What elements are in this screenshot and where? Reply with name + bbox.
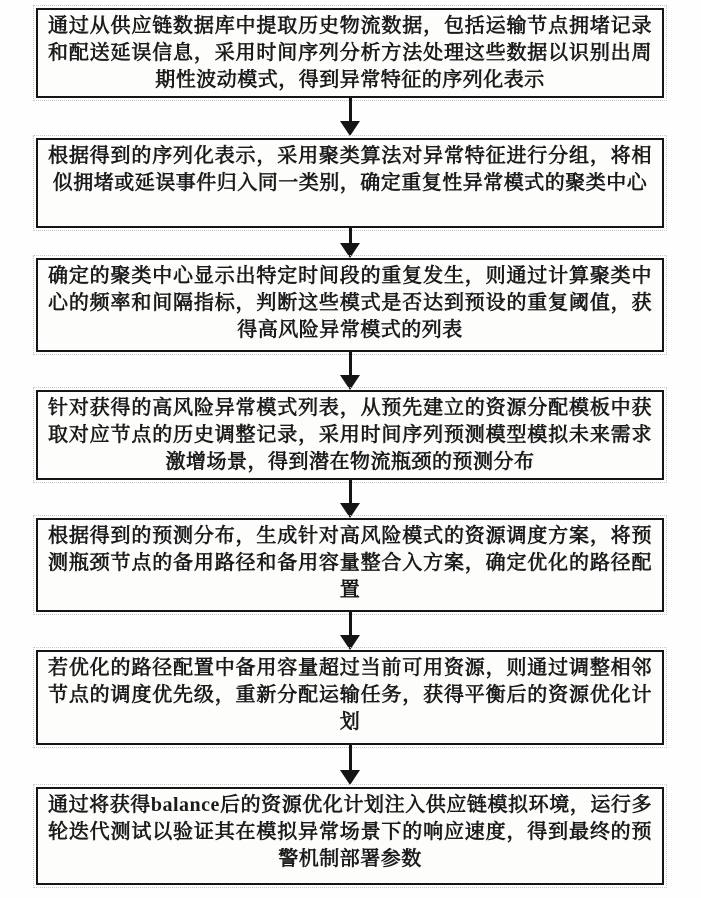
arrow-down-icon xyxy=(340,745,360,785)
arrow-head xyxy=(340,375,360,390)
flow-step-6: 若优化的路径配置中备用容量超过当前可用资源，则通过调整相邻节点的调度优先级，重新分配运输任务，获得平衡后的资源优化计划 xyxy=(36,650,664,745)
flow-step-2: 根据得到的序列化表示，采用聚类算法对异常特征进行分组，将相似拥堵或延误事件归入同一类别，确定重复性异常模式的聚类中心 xyxy=(36,138,664,228)
flow-step-4: 针对获得的高风险异常模式列表，从预先建立的资源分配模板中获取对应节点的历史调整记录，采用时间序列预测模型模拟未来需求激增场景，得到潜在物流瓶颈的预测分布 xyxy=(36,390,664,480)
arrow-down-icon xyxy=(340,228,360,258)
arrow-shaft xyxy=(349,352,352,375)
arrow-shaft xyxy=(349,480,352,503)
arrow-shaft xyxy=(349,745,352,770)
arrow-down-icon xyxy=(340,352,360,390)
flow-step-1: 通过从供应链数据库中提取历史物流数据，包括运输节点拥堵记录和配送延误信息，采用时间序列分析方法处理这些数据以识别出周期性波动模式，得到异常特征的序列化表示 xyxy=(36,8,664,98)
arrow-head xyxy=(340,243,360,258)
arrow-head xyxy=(340,770,360,785)
arrow-head xyxy=(340,635,360,650)
arrow-head xyxy=(340,121,360,136)
arrow-shaft xyxy=(349,228,352,243)
arrow-down-icon xyxy=(340,612,360,650)
arrow-shaft xyxy=(349,98,352,121)
flow-step-3: 确定的聚类中心显示出特定时间段的重复发生，则通过计算聚类中心的频率和间隔指标，判断这些模式是否达到预设的重复阈值，获得高风险异常模式的列表 xyxy=(36,258,664,352)
arrow-down-icon xyxy=(340,480,360,518)
flow-step-7: 通过将获得balance后的资源优化计划注入供应链模拟环境，运行多轮迭代测试以验证其在模拟异常场景下的响应速度，得到最终的预警机制部署参数 xyxy=(36,787,664,885)
arrow-down-icon xyxy=(340,98,360,136)
arrow-head xyxy=(340,503,360,518)
flow-step-5: 根据得到的预测分布，生成针对高风险模式的资源调度方案，将预测瓶颈节点的备用路径和备用容量整合入方案，确定优化的路径配置 xyxy=(36,518,664,612)
arrow-shaft xyxy=(349,612,352,635)
